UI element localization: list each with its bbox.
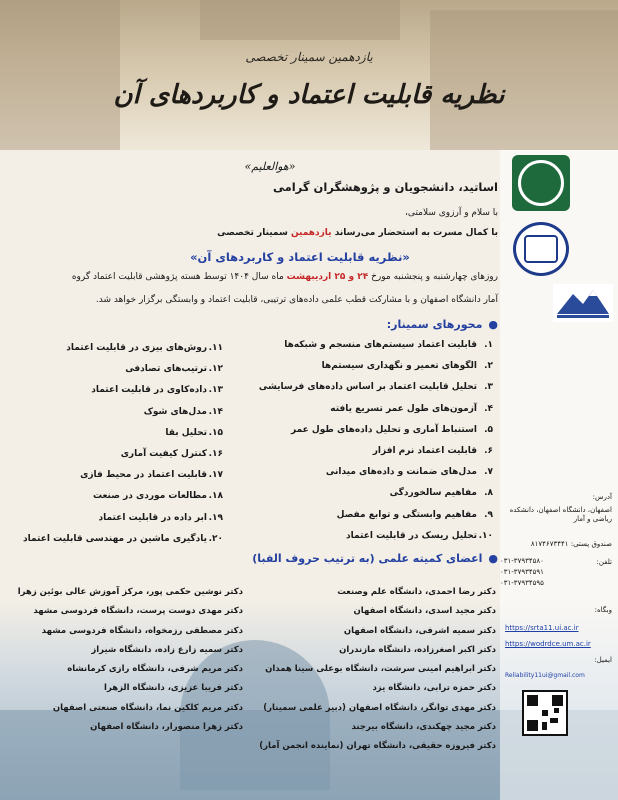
axis-item-number: ۵.	[484, 424, 493, 435]
committee-member: دکتر سمیه زارع زاده، دانشگاه شیراز	[91, 644, 243, 655]
qr-code[interactable]	[522, 690, 568, 736]
axis-item-text: ترتیب‌های تصادفی	[125, 364, 207, 375]
axis-item-number: ۱۰.	[478, 530, 493, 541]
axis-item-number: ۱۹.	[208, 512, 223, 523]
committee-member: دکتر زهرا منصورار، دانشگاه اصفهان	[90, 722, 243, 733]
axis-item	[13, 529, 223, 550]
axis-item-text: قابلیت اعتماد در محیط فازی	[80, 470, 207, 481]
seminar-subtitle: یازدهمین سمینار تخصصی	[245, 50, 373, 64]
axis-item-text: یادگیری ماشین در مهندسی قابلیت اعتماد	[23, 533, 207, 544]
committee-list-right	[246, 583, 496, 757]
committee-member: دکتر نوشین حکمی پور، مرکز آموزش عالی بوئین زهرا	[17, 587, 243, 597]
axis-item-number: ۴.	[484, 403, 493, 414]
axis-item	[13, 465, 223, 486]
address-label: آدرس:	[592, 493, 612, 501]
website-link-1[interactable]: https://srta11.ui.ac.ir	[505, 624, 579, 632]
axes-list-right	[258, 335, 493, 547]
address-text: اصفهان، دانشگاه اصفهان، دانشکده ریاضی و آمار	[509, 506, 612, 523]
axis-item-number: ۱۵.	[208, 427, 223, 438]
axis-item	[13, 486, 223, 507]
seminar-title: نظریه قابلیت اعتماد و کاربردهای آن	[113, 80, 505, 110]
committee-member: دکتر ابراهیم امینی سرشت، دانشگاه بوعلی سینا همدان	[265, 664, 496, 675]
website-label: وبگاه:	[594, 606, 612, 614]
axis-item	[13, 338, 223, 359]
axes-heading	[387, 318, 498, 331]
university-of-isfahan-logo	[512, 155, 570, 211]
axis-item-number: ۱۳.	[208, 385, 223, 396]
website-link-2[interactable]: https://wodrdce.um.ac.ir	[505, 640, 591, 648]
announcement-post: سمینار تخصصی	[217, 228, 288, 238]
greeting-salutation: با سلام و آرزوی سلامتی،	[405, 208, 498, 218]
axis-item-text: تحلیل بقا	[165, 427, 207, 438]
tel-number: ۰۳۱-۳۷۹۳۴۵۹۱	[500, 568, 544, 576]
research-center-logo	[513, 222, 569, 276]
axis-item-text: مطالعات موردی در صنعت	[92, 491, 207, 502]
axis-item	[290, 420, 493, 441]
axis-item-text: مفاهیم سالخوردگی	[389, 488, 477, 499]
axis-item-text: آزمون‌های طول عمر تسریع یافته	[330, 403, 477, 414]
intro-post: ماه سال ۱۴۰۴ توسط هسته پژوهشی قابلیت اعتماد گروه	[71, 272, 284, 282]
axis-item-number: ۳.	[484, 382, 493, 393]
basmala: «هوالعلیم»	[244, 160, 296, 173]
axis-item-text: روش‌های بیزی در قابلیت اعتماد	[66, 343, 207, 353]
axis-item-number: ۸.	[484, 488, 493, 499]
committee-member: دکتر فیروزه حقیقی، دانشگاه تهران (نماینده انجمن آمار)	[259, 741, 496, 752]
axes-heading-text: محورهای سمینار:	[386, 318, 483, 331]
building-silhouette	[200, 0, 400, 40]
axis-item-text: تحلیل قابلیت اعتماد بر اساس داده‌های فرسایشی	[258, 382, 477, 393]
tel-label: تلفن:	[596, 558, 612, 566]
axis-item	[284, 335, 493, 356]
axis-item-number: ۷.	[484, 467, 493, 478]
intro-line-2: آمار دانشگاه اصفهان و با مشارکت قطب علمی داده‌های ترتیبی، قابلیت اعتماد و وابستگی برگزار خواهد شد.	[95, 295, 498, 305]
intro-dates: ۲۴ و ۲۵ اردیبهشت	[286, 272, 369, 282]
axis-item-number: ۱۷.	[208, 470, 223, 481]
announcement-highlight: یازدهمین	[290, 228, 332, 238]
seminar-title-quote: «نظریه قابلیت اعتماد و کاربردهای آن»	[190, 250, 410, 264]
committee-member: دکتر اکبر اصغرزاده، دانشگاه مازندران	[339, 644, 496, 655]
announcement-pre: با کمال مسرت به استحضار می‌رساند	[334, 228, 498, 238]
committee-member: دکتر مهدی توانگر، دانشگاه اصفهان (دبیر علمی سمینار)	[263, 702, 496, 713]
axis-item	[13, 508, 223, 529]
axis-item-text: مدل‌های ضمانت و داده‌های میدانی	[325, 467, 477, 478]
committee-list-left	[3, 583, 243, 737]
axis-item	[303, 399, 493, 420]
axis-item-text: مفاهیم وابستگی و توابع مفصل	[336, 509, 477, 520]
committee-member: دکتر مصطفی رزمخواه، دانشگاه فردوسی مشهد	[41, 625, 243, 636]
axis-item	[303, 441, 493, 462]
axis-item-number: ۲۰.	[208, 533, 223, 544]
axis-item-number: ۱.	[484, 340, 493, 350]
axis-item-text: قابلیت اعتماد سیستم‌های منسجم و شبکه‌ها	[284, 340, 477, 350]
axis-item	[13, 359, 223, 380]
email-label: ایمیل:	[594, 656, 612, 664]
committee-heading	[252, 552, 498, 565]
axis-item-text: تحلیل ریسک در قابلیت اعتماد	[346, 530, 477, 541]
bullet-icon: ●	[488, 318, 498, 331]
committee-member: دکتر مریم کلکین نما، دانشگاه صنعتی اصفهان	[52, 702, 243, 713]
axis-item	[303, 526, 493, 547]
axis-item-number: ۶.	[484, 445, 493, 456]
axis-item-number: ۱۶.	[208, 448, 223, 459]
axis-item-number: ۹.	[484, 509, 493, 520]
committee-member: دکتر مجید اسدی، دانشگاه اصفهان	[353, 606, 496, 617]
committee-heading-text: اعضای کمیته علمی (به ترتیب حروف الفبا)	[252, 552, 483, 565]
committee-member: دکتر مهدی دوست پرست، دانشگاه فردوسی مشهد	[33, 606, 243, 617]
committee-member: دکتر مریم شرفی، دانشگاه رازی کرمانشاه	[67, 664, 243, 675]
tel-number: ۰۳۱-۳۷۹۳۴۵۹۵	[500, 579, 544, 587]
axis-item	[258, 377, 493, 398]
committee-member: دکتر مجید چهکندی، دانشگاه بیرجند	[351, 722, 496, 733]
axis-item-number: ۱۱.	[208, 343, 223, 353]
axis-item-text: مدل‌های شوک	[143, 406, 207, 417]
committee-member: دکتر فریبا عزیزی، دانشگاه الزهرا	[104, 683, 243, 694]
committee-member: دکتر سمیه اشرفی، دانشگاه اصفهان	[343, 625, 496, 636]
axis-item	[303, 483, 493, 504]
axis-item-text: الگوهای تعمیر و نگهداری سیستم‌ها	[321, 361, 477, 372]
email-link[interactable]: Reliability11ui@gmail.com	[505, 672, 585, 679]
axis-item	[303, 356, 493, 377]
axis-item	[303, 462, 493, 483]
axis-item	[13, 402, 223, 423]
iranian-statistical-society-logo	[553, 284, 613, 322]
logo-emblem-icon	[524, 235, 558, 263]
tel-numbers	[500, 556, 570, 589]
logo-emblem-icon	[518, 160, 564, 206]
axis-item-number: ۱۲.	[208, 364, 223, 375]
committee-member: دکتر حمزه ترابی، دانشگاه یزد	[372, 683, 496, 694]
axis-item-text: استنباط آماری و تحلیل داده‌های طول عمر	[290, 424, 477, 435]
axis-item-text: ابر داده در قابلیت اعتماد	[98, 512, 207, 523]
axes-list-left	[13, 338, 223, 550]
postbox-text: صندوق پستی: ۸۱۷۴۶۷۳۴۴۱	[530, 540, 612, 548]
axis-item	[13, 444, 223, 465]
intro-line-1	[72, 272, 498, 282]
building-silhouette	[0, 0, 120, 150]
axis-item-number: ۲.	[484, 361, 493, 372]
axis-item-number: ۱۸.	[208, 491, 223, 502]
tel-number: ۰۳۱-۳۷۹۳۴۵۸۰	[500, 557, 544, 565]
axis-item-number: ۱۴.	[208, 406, 223, 417]
axis-item-text: کنترل کیفیت آماری	[120, 448, 207, 459]
axis-item	[13, 423, 223, 444]
axis-item-text: داده‌کاوی در قابلیت اعتماد	[91, 385, 207, 396]
bullet-icon: ●	[488, 552, 498, 565]
header-background	[0, 0, 618, 150]
greeting-announcement	[217, 228, 498, 238]
greeting-line: اساتید، دانشجویان و پژوهشگران گرامی	[272, 180, 498, 194]
intro-pre: روزهای چهارشنبه و پنجشنبه مورخ	[371, 272, 498, 282]
axis-item	[303, 505, 493, 526]
axis-item-text: قابلیت اعتماد نرم افزار	[372, 445, 477, 456]
axis-item	[13, 380, 223, 401]
committee-member: دکتر رضا احمدی، دانشگاه علم وصنعت	[337, 587, 496, 597]
